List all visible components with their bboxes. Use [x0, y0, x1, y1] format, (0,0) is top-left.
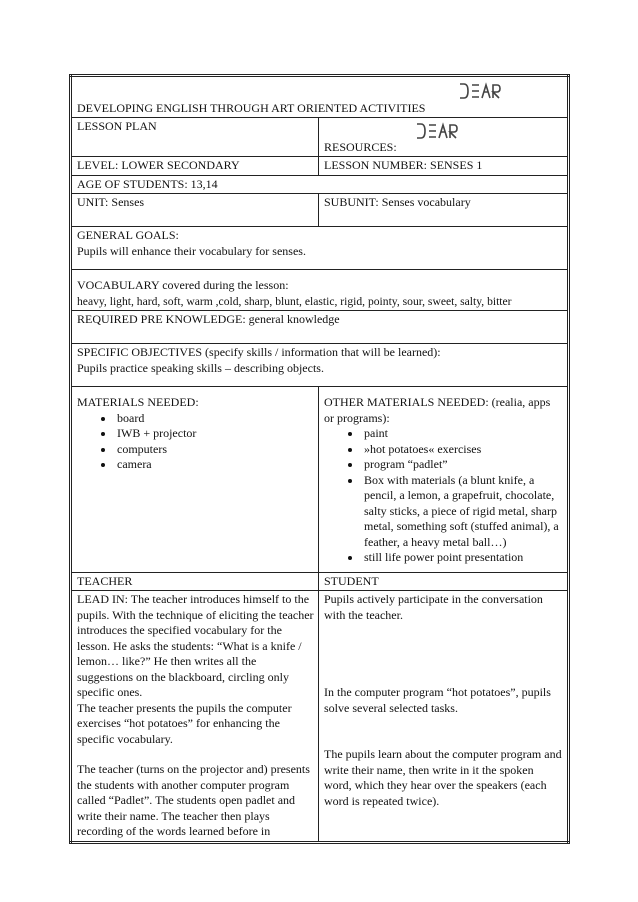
spacer — [324, 716, 563, 747]
other-materials-item: • still life power point presentation — [362, 550, 563, 566]
materials-item: • IWB + projector — [115, 426, 314, 442]
pre-knowledge-text: REQUIRED PRE KNOWLEDGE: general knowledge — [77, 312, 340, 326]
lesson-plan-label — [71, 118, 319, 157]
lesson-plan-document — [69, 74, 567, 844]
other-materials-item: • »hot potatoes« exercises — [362, 442, 563, 458]
general-goals-text: Pupils will enhance their vocabulary for senses. — [77, 243, 306, 258]
teacher-activity-2: The teacher presents the pupils the computer exercises “hot potatoes” for enhancing the specific vocabulary. — [77, 700, 292, 746]
vocabulary-text: heavy, light, hard, soft, warm ,cold, sharp, blunt, elastic, rigid, pointy, sour, sweet, salty, bitter — [77, 294, 512, 308]
materials-item: • camera — [115, 457, 314, 473]
student-activity-2: In the computer program “hot potatoes”, pupils solve several selected tasks. — [324, 685, 551, 715]
level-text: LEVEL: LOWER SECONDARY — [77, 158, 240, 172]
age-text: AGE OF STUDENTS: 13,14 — [77, 176, 218, 191]
subunit-cell — [319, 194, 569, 227]
vocabulary-label: VOCABULARY covered during the lesson: — [77, 278, 289, 292]
teacher-header: TEACHER — [77, 573, 133, 588]
lesson-plan-text: LESSON PLAN — [77, 119, 157, 133]
other-materials-list — [324, 426, 563, 566]
age-cell — [71, 175, 569, 194]
student-activity-1: Pupils actively participate in the conversation with the teacher. — [324, 592, 543, 622]
level-cell — [71, 157, 319, 176]
spacer — [324, 623, 563, 685]
resources-cell — [319, 118, 569, 157]
vocabulary-cell — [71, 270, 569, 311]
lesson-number-cell — [319, 157, 569, 176]
general-goals-cell — [71, 227, 569, 270]
other-materials-cell — [319, 387, 569, 573]
lesson-number-text: LESSON NUMBER: SENSES 1 — [324, 158, 483, 172]
materials-label: MATERIALS NEEDED: — [77, 395, 199, 409]
student-header: STUDENT — [324, 573, 379, 588]
dear-logo-resources — [415, 121, 459, 141]
pre-knowledge-cell — [71, 311, 569, 344]
dear-logo — [458, 81, 502, 101]
teacher-header-cell — [71, 572, 319, 591]
resources-label: RESOURCES: — [324, 139, 397, 154]
student-header-cell — [319, 572, 569, 591]
materials-item: • board — [115, 411, 314, 427]
title-row — [71, 76, 569, 118]
subunit-text: SUBUNIT: Senses vocabulary — [324, 195, 471, 209]
student-activity-3: The pupils learn about the computer program and write their name, then write in it the spoken word, which they hear over the speakers (each word is repeated twice). — [324, 747, 562, 808]
other-materials-item: • program “padlet” — [362, 457, 563, 473]
materials-list — [77, 411, 314, 473]
teacher-activity-1: LEAD IN: The teacher introduces himself to the pupils. With the technique of eliciting the teacher introduces the specified vocabulary for the lesson. He asks the students: “What is a knife / lemon… like?” He then writes all the suggestions on the blackboard, circling only specific ones. — [77, 592, 314, 699]
other-materials-item: • paint — [362, 426, 563, 442]
title-cell — [71, 76, 569, 118]
materials-item: • computers — [115, 442, 314, 458]
unit-cell — [71, 194, 319, 227]
objectives-text: Pupils practice speaking skills – describing objects. — [77, 360, 324, 375]
spacer — [77, 747, 314, 762]
general-goals-label: GENERAL GOALS: — [77, 228, 179, 242]
objectives-cell — [71, 344, 569, 387]
unit-text: UNIT: Senses — [77, 195, 145, 209]
other-materials-item: • Box with materials (a blunt knife, a pencil, a lemon, a grapefruit, chocolate, salty sticks, a piece of rigid metal, sharp metal, something soft (stuffed animal), a feather, a heavy metal ball…) — [362, 473, 563, 551]
teacher-activities-cell — [71, 591, 319, 843]
student-activities-cell — [319, 591, 569, 843]
teacher-activity-3: The teacher (turns on the projector and) presents the students with another computer program called “Padlet”. The students open padlet and write their name. The teacher then plays recording of the words learned before in — [77, 762, 310, 838]
objectives-label: SPECIFIC OBJECTIVES (specify skills / information that will be learned): — [77, 345, 441, 359]
other-materials-label: OTHER MATERIALS NEEDED: (realia, apps or programs): — [324, 395, 551, 425]
document-title: DEVELOPING ENGLISH THROUGH ART ORIENTED ACTIVITIES — [77, 100, 426, 115]
lesson-plan-table — [69, 74, 570, 844]
materials-cell — [71, 387, 319, 573]
